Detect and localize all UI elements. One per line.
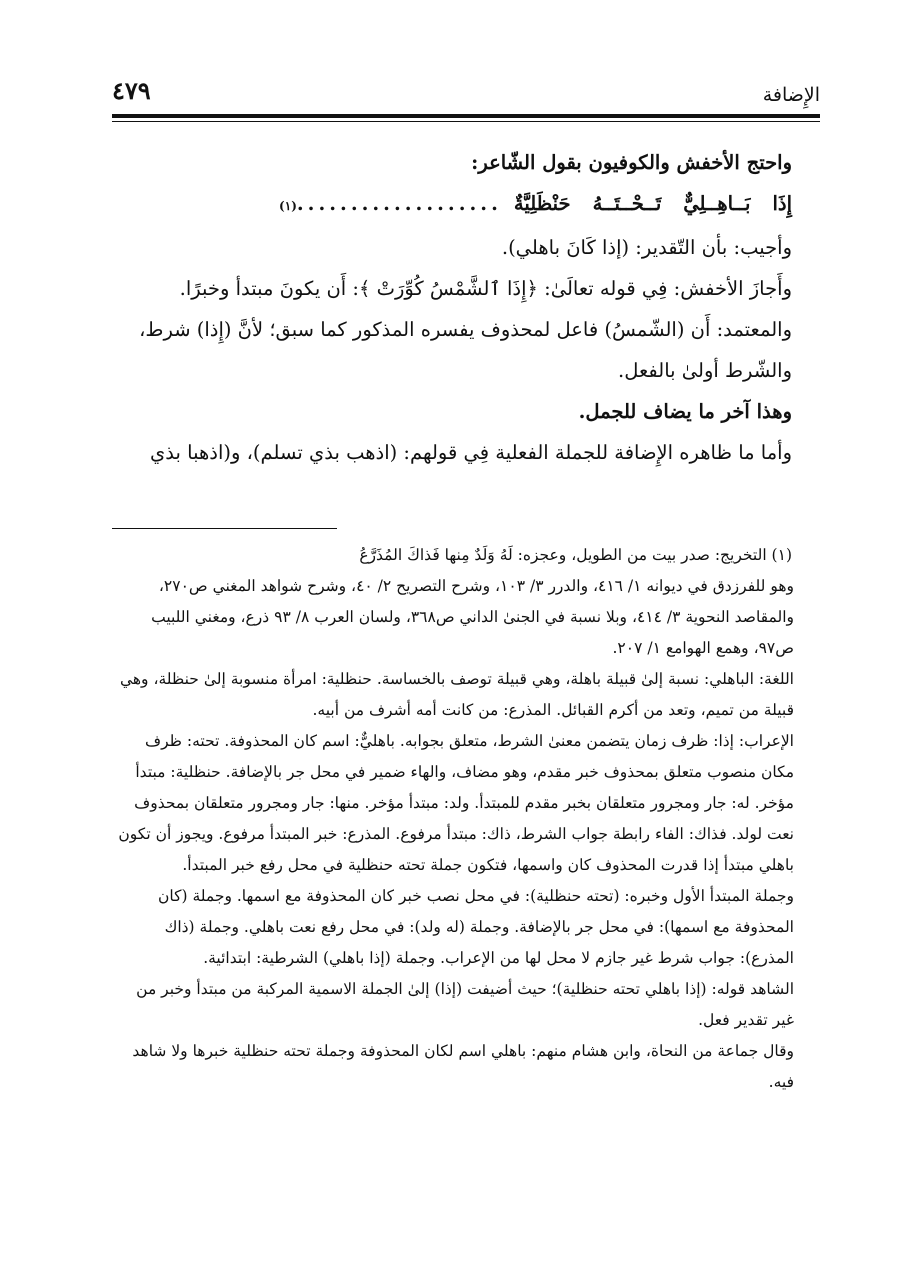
footnote-separator	[112, 528, 337, 529]
header-rule-thick	[112, 114, 820, 118]
footnote-marker: (١)	[279, 199, 297, 213]
footnote-sentences: وجملة المبتدأ الأول وخبره: (تحته حنظلية): في محل نصب خبر كان المحذوفة مع اسمها. وجملة (كان المحذوفة مع اسمها): في محل جر بالإضافة. وجملة (له ولد): في محل رفع نعت باهلي. وجملة (ذاك المذرع): جواب شرط غير جازم لا محل لها من الإعراب. وجملة (إذا باهلي) الشرطية: ابتدائية.	[158, 887, 794, 967]
verse-word-3: تَــحْــتَــهُ	[592, 192, 662, 215]
footnote-language: اللغة: الباهلي: نسبة إلىٰ قبيلة باهلة، وهي قبيلة توصف بالخساسة. حنظلية: امرأة منسوبة إلىٰ حنظلة، وهي قبيلة من تميم، وتعد من أكرم القبائل. المذرع: من كانت أمه أشرف من أبيه.	[119, 670, 794, 719]
paragraph-2: وأجيب: بأن التّقدير: (إذا كَانَ باهلي).	[501, 236, 792, 259]
footnotes	[112, 540, 820, 1098]
footnote-1: (١) التخريج: صدر بيت من الطويل، وعجزه: لَهُ وَلَدٌ مِنها فَذاكَ المُذَرَّعُ	[359, 546, 792, 564]
footnote-evidence: الشاهد قوله: (إذا باهلي تحته حنظلية)؛ حيث أضيفت (إذا) إلىٰ الجملة الاسمية المركبة من مبتدأ وخبر من غير تقدير فعل.	[136, 980, 794, 1029]
footnote-other-view: وقال جماعة من النحاة، وابن هشام منهم: باهلي اسم لكان المحذوفة وجملة تحته حنظلية خبرها ولا شاهد فيه.	[132, 1042, 794, 1091]
page	[112, 70, 820, 1091]
verse-word-2: بَــاهِــلِيٌّ	[683, 192, 751, 215]
page-number: ٤٧٩	[112, 76, 151, 105]
footnote-sources: وهو للفرزدق في ديوانه ١/ ٤١٦، والدرر ٣/ ١٠٣، وشرح التصريح ٢/ ٤٠، وشرح شواهد المغني ص٢٧٠، والمقاصد النحوية ٣/ ٤١٤، وبلا نسبة في الجنىٰ الداني ص٣٦٨، ولسان العرب ٨/ ٩٣ ذرع، ومغني اللبيب ص٩٧، وهمع الهوامع ١/ ٢٠٧.	[151, 577, 794, 657]
running-title: الإِضافة	[762, 84, 820, 106]
paragraph-3: وأَجازَ الأخفش: فِي قوله تعالَىٰ: ﴿إِذَا ٱلشَّمْسُ كُوِّرَتْ ﴾: أَن يكونَ مبتدأ وخبرًا.	[179, 277, 792, 300]
main-text	[112, 142, 820, 473]
verse-word-4: حَنْظَلِيَّةٌ	[513, 192, 571, 215]
header-rule-thin	[112, 121, 820, 122]
poetry-verse	[112, 183, 820, 227]
verse-ellipsis: ...................	[296, 192, 502, 215]
page-header	[112, 70, 820, 110]
paragraph-4: والمعتمد: أَن (الشّمسُ) فاعل لمحذوف يفسره المذكور كما سبق؛ لأنَّ (إِذا) شرط، والشّرط أولىٰ بالفعل.	[139, 318, 792, 382]
paragraph-6: وأما ما ظاهره الإِضافة للجملة الفعلية فِي قولهم: (اذهب بذي تسلم)، و(اذهبا بذي	[150, 441, 792, 464]
verse-word-1: إِذَا	[772, 192, 792, 215]
paragraph-5: وهذا آخر ما يضاف للجمل.	[578, 400, 792, 423]
footnote-parsing: الإعراب: إذا: ظرف زمان يتضمن معنىٰ الشرط، متعلق بجوابه. باهليٌّ: اسم كان المحذوفة. تحته: ظرف مكان منصوب متعلق بمحذوف خبر مقدم، وهو مضاف، والهاء ضمير في محل جر بالإضافة. حنظلية: مبتدأ مؤخر. له: جار ومجرور متعلقان بخبر مقدم للمبتدأ. ولد: مبتدأ مؤخر. منها: جار ومجرور متعلقان بمحذوف نعت لولد. فذاك: الفاء رابطة جواب الشرط، ذاك: مبتدأ مرفوع. المذرع: خبر المبتدأ مرفوع. ويجوز أن تكون باهلي مبتدأ إذا قدرت المحذوف كان واسمها، فتكون جملة تحته حنظلية في محل رفع خبر المبتدأ.	[118, 732, 794, 874]
paragraph-1: واحتج الأخفش والكوفيون بقول الشّاعر:	[471, 151, 792, 174]
